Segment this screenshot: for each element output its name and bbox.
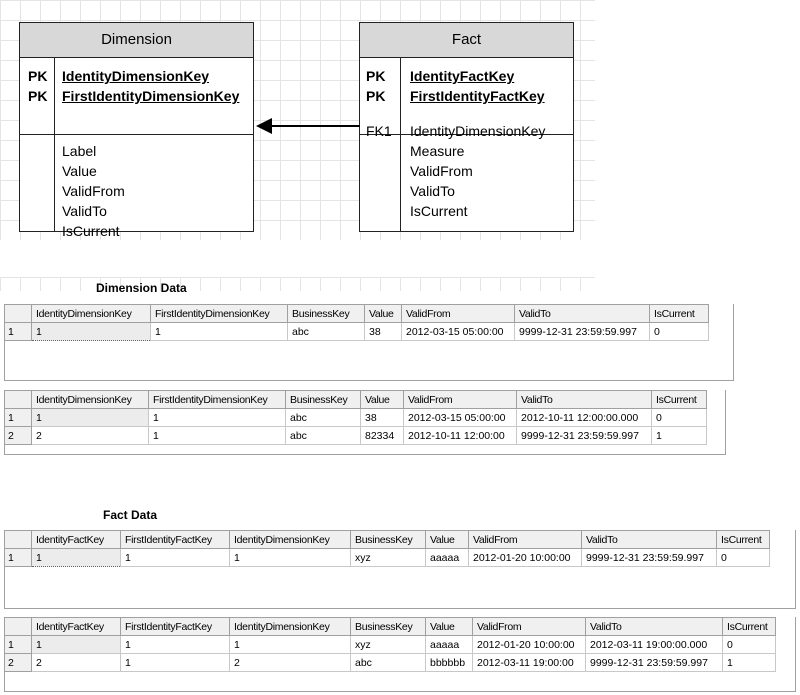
column-header[interactable]: ValidFrom <box>402 305 515 323</box>
dimension-entity[interactable] <box>19 22 254 239</box>
field: ValidTo <box>62 203 107 219</box>
column-header[interactable]: FirstIdentityDimensionKey <box>149 391 286 409</box>
table-cell[interactable]: 0 <box>652 409 707 427</box>
pk-key: IdentityFactKey <box>410 68 515 84</box>
table-cell[interactable]: 38 <box>361 409 404 427</box>
ruler-strip <box>0 277 595 291</box>
field: Value <box>62 163 97 179</box>
pk-tag: PK <box>28 68 48 84</box>
table-cell[interactable]: 2012-10-11 12:00:00 <box>404 427 517 445</box>
field: IsCurrent <box>410 203 468 219</box>
table-cell[interactable]: 1 <box>32 636 121 654</box>
dimension-data-title: Dimension Data <box>96 281 187 295</box>
fact-entity-title: Fact <box>360 23 573 58</box>
table-cell[interactable]: 2012-01-20 10:00:00 <box>473 636 586 654</box>
table-cell[interactable]: aaaaa <box>426 549 469 567</box>
field: Label <box>62 143 97 159</box>
table-cell[interactable]: 82334 <box>361 427 404 445</box>
corner-cell <box>5 391 32 409</box>
column-header[interactable]: BusinessKey <box>288 305 365 323</box>
header-row <box>5 618 776 636</box>
pk-tag: PK <box>366 88 386 104</box>
column-header[interactable]: ValidFrom <box>404 391 517 409</box>
header-row <box>5 305 709 323</box>
fk-tag: FK1 <box>366 123 392 139</box>
column-header[interactable]: BusinessKey <box>286 391 361 409</box>
column-header[interactable]: FirstIdentityFactKey <box>121 531 230 549</box>
table-cell[interactable]: bbbbbb <box>426 654 473 672</box>
column-header[interactable]: Value <box>365 305 402 323</box>
table-cell[interactable]: 1 <box>121 654 230 672</box>
dimension-before-table <box>4 304 709 341</box>
pk-key: IdentityDimensionKey <box>62 68 210 84</box>
row-number[interactable]: 2 <box>5 654 32 672</box>
row-number[interactable]: 2 <box>5 427 32 445</box>
table-row[interactable] <box>5 323 709 341</box>
column-divider <box>400 58 401 231</box>
header-row <box>5 391 707 409</box>
pk-tag: PK <box>366 68 386 84</box>
column-header[interactable]: BusinessKey <box>351 618 426 636</box>
table-cell[interactable]: 1 <box>149 427 286 445</box>
dimension-entity-title: Dimension <box>20 23 253 58</box>
table-cell[interactable]: 1 <box>149 409 286 427</box>
column-header[interactable]: IsCurrent <box>652 391 707 409</box>
table-cell[interactable]: abc <box>286 427 361 445</box>
table-cell[interactable]: 1 <box>32 323 151 341</box>
column-header[interactable]: IdentityDimensionKey <box>32 305 151 323</box>
table-cell[interactable]: abc <box>286 409 361 427</box>
table-cell[interactable]: 2012-10-11 12:00:00.000 <box>517 409 652 427</box>
table-cell[interactable]: 2012-03-11 19:00:00 <box>473 654 586 672</box>
table-row[interactable] <box>5 409 707 427</box>
table-cell[interactable]: aaaaa <box>426 636 473 654</box>
column-header[interactable]: ValidTo <box>582 531 717 549</box>
table-cell[interactable]: 1 <box>230 549 351 567</box>
column-header[interactable]: ValidTo <box>515 305 650 323</box>
column-header[interactable]: ValidFrom <box>473 618 586 636</box>
table-cell[interactable]: 2012-03-15 05:00:00 <box>404 409 517 427</box>
column-header[interactable]: ValidTo <box>586 618 723 636</box>
table-cell[interactable]: 2 <box>32 427 149 445</box>
table-cell[interactable]: abc <box>351 654 426 672</box>
fact-entity[interactable] <box>359 22 574 232</box>
table-cell[interactable]: 38 <box>365 323 402 341</box>
fact-after-table <box>4 617 776 672</box>
column-header[interactable]: IdentityDimensionKey <box>230 618 351 636</box>
table-row[interactable] <box>5 654 776 672</box>
column-header[interactable]: BusinessKey <box>351 531 426 549</box>
row-number[interactable]: 1 <box>5 409 32 427</box>
table-cell[interactable]: 9999-12-31 23:59:59.997 <box>582 549 717 567</box>
column-header[interactable]: IdentityDimensionKey <box>230 531 351 549</box>
table-cell[interactable]: 9999-12-31 23:59:59.997 <box>517 427 652 445</box>
table-cell[interactable]: 2012-03-15 05:00:00 <box>402 323 515 341</box>
table-cell[interactable]: 1 <box>121 549 230 567</box>
corner-cell <box>5 618 32 636</box>
field: Measure <box>410 143 465 159</box>
column-header[interactable]: Value <box>426 531 469 549</box>
table-cell[interactable]: 2012-03-11 19:00:00.000 <box>586 636 723 654</box>
field: IdentityDimensionKey <box>410 123 546 139</box>
field: IsCurrent <box>62 223 120 239</box>
column-header[interactable]: FirstIdentityFactKey <box>121 618 230 636</box>
field: ValidFrom <box>410 163 473 179</box>
pk-key: FirstIdentityDimensionKey <box>62 88 240 104</box>
column-header[interactable]: ValidTo <box>517 391 652 409</box>
corner-cell <box>5 531 32 549</box>
table-cell[interactable]: 1 <box>32 549 121 567</box>
table-cell[interactable]: 1 <box>652 427 707 445</box>
table-cell[interactable]: 9999-12-31 23:59:59.997 <box>515 323 650 341</box>
header-row <box>5 531 770 549</box>
table-cell[interactable]: 0 <box>723 636 776 654</box>
column-header[interactable]: IdentityFactKey <box>32 531 121 549</box>
table-cell[interactable]: xyz <box>351 636 426 654</box>
table-cell[interactable]: 2012-01-20 10:00:00 <box>469 549 582 567</box>
table-cell[interactable]: 1 <box>121 636 230 654</box>
field: ValidTo <box>410 183 455 199</box>
column-header[interactable]: Value <box>361 391 404 409</box>
table-row[interactable] <box>5 549 770 567</box>
column-header[interactable]: Value <box>426 618 473 636</box>
column-header[interactable]: IdentityFactKey <box>32 618 121 636</box>
column-header[interactable]: IdentityDimensionKey <box>32 391 149 409</box>
pk-key: FirstIdentityFactKey <box>410 88 545 104</box>
dimension-after-table <box>4 390 707 445</box>
table-cell[interactable]: 1 <box>151 323 288 341</box>
row-number[interactable]: 1 <box>5 323 32 341</box>
column-header[interactable]: IsCurrent <box>723 618 776 636</box>
table-cell[interactable]: 9999-12-31 23:59:59.997 <box>586 654 723 672</box>
row-number[interactable]: 1 <box>5 549 32 567</box>
row-number[interactable]: 1 <box>5 636 32 654</box>
pk-tag: PK <box>28 88 48 104</box>
column-divider <box>54 58 55 231</box>
table-row[interactable] <box>5 636 776 654</box>
column-header[interactable]: FirstIdentityDimensionKey <box>151 305 288 323</box>
table-row[interactable] <box>5 427 707 445</box>
table-cell[interactable]: 2 <box>32 654 121 672</box>
table-cell[interactable]: 1 <box>230 636 351 654</box>
table-cell[interactable]: xyz <box>351 549 426 567</box>
column-header[interactable]: ValidFrom <box>469 531 582 549</box>
table-cell[interactable]: 0 <box>717 549 770 567</box>
fact-data-title: Fact Data <box>103 508 158 522</box>
table-cell[interactable]: 0 <box>650 323 709 341</box>
table-cell[interactable]: 1 <box>723 654 776 672</box>
column-header[interactable]: IsCurrent <box>650 305 709 323</box>
relationship-arrow <box>254 115 360 137</box>
table-cell[interactable]: 2 <box>230 654 351 672</box>
table-cell[interactable]: 1 <box>32 409 149 427</box>
table-cell[interactable]: abc <box>288 323 365 341</box>
column-header[interactable]: IsCurrent <box>717 531 770 549</box>
fact-before-table <box>4 530 770 567</box>
field: ValidFrom <box>62 183 125 199</box>
corner-cell <box>5 305 32 323</box>
